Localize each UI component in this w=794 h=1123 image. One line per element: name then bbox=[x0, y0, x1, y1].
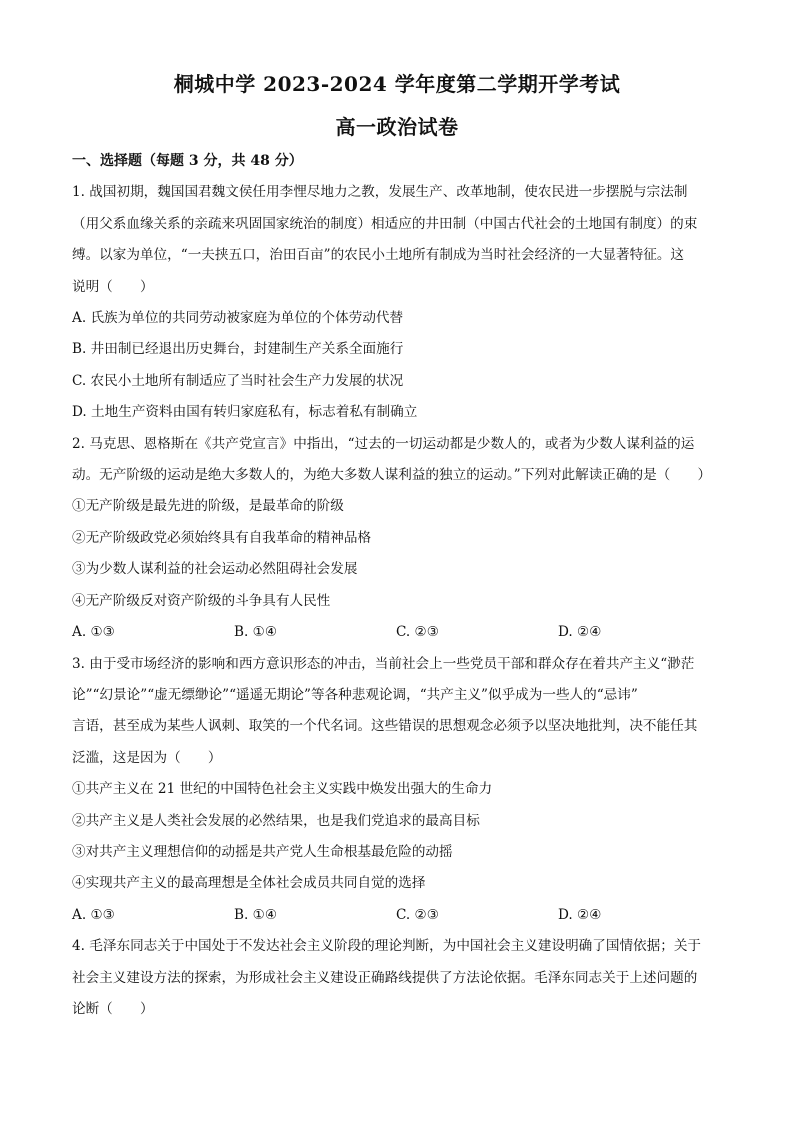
statement-3: ③为少数人谋利益的社会运动必然阻碍社会发展 bbox=[72, 561, 358, 578]
question-stem bbox=[72, 429, 722, 492]
stem-line: 2. 马克思、恩格斯在《共产党宣言》中指出，“过去的一切运动都是少数人的，或者为少数人谋利益的运 bbox=[72, 435, 695, 452]
choice-b: B. ①④ bbox=[234, 624, 278, 641]
question-stem bbox=[72, 177, 722, 303]
choice-c: C. ②③ bbox=[396, 624, 439, 641]
question-stem bbox=[72, 649, 722, 775]
stem-line: 3. 由于受市场经济的影响和西方意识形态的冲击，当前社会上一些党员干部和群众存在着共产主义“渺茫 bbox=[72, 655, 695, 672]
option-b: B. 井田制已经退出历史舞台，封建制生产关系全面施行 bbox=[72, 341, 404, 358]
choice-row bbox=[72, 617, 722, 648]
stem-line: 言语，甚至成为某些人讽刺、取笑的一个代名词。这些错误的思想观念必须予以坚决地批判，决不能任其 bbox=[72, 718, 698, 735]
question-stem bbox=[72, 931, 722, 1025]
question-2 bbox=[72, 429, 722, 649]
choice-row bbox=[72, 900, 722, 931]
stem-line: 缚。以家为单位，“一夫挟五口，治田百亩”的农民小土地所有制成为当时社会经济的一大显著特征。这 bbox=[72, 247, 685, 264]
exam-subtitle: 高一政治试卷 bbox=[335, 115, 459, 139]
statement-3: ③对共产主义理想信仰的动摇是共产党人生命根基最危险的动摇 bbox=[72, 843, 453, 860]
statement-1: ①无产阶级是最先进的阶级，是最革命的阶级 bbox=[72, 498, 344, 515]
choice-b: B. ①④ bbox=[234, 906, 278, 923]
choice-c: C. ②③ bbox=[396, 906, 439, 923]
stem-line: 泛滥，这是因为（ ） bbox=[72, 749, 222, 766]
option-c: C. 农民小土地所有制适应了当时社会生产力发展的状况 bbox=[72, 372, 404, 389]
choice-a: A. ①③ bbox=[72, 624, 115, 641]
section-heading: 一、选择题（每题 3 分，共 48 分） bbox=[72, 153, 303, 169]
question-1 bbox=[72, 177, 722, 428]
stem-line: 动。无产阶级的运动是绝大多数人的，为绝大多数人谋利益的独立的运动。”下列对此解读正确的是（ ） bbox=[72, 467, 712, 484]
exam-content bbox=[72, 146, 722, 1025]
choice-d: D. ②④ bbox=[558, 624, 602, 641]
question-3 bbox=[72, 649, 722, 932]
stem-line: （用父系血缘关系的亲疏来巩固国家统治的制度）相适应的井田制（中国古代社会的土地国有制度）的束 bbox=[72, 215, 698, 232]
statement-4: ④无产阶级反对资产阶级的斗争具有人民性 bbox=[72, 592, 331, 609]
choice-a: A. ①③ bbox=[72, 906, 115, 923]
stem-line: 4. 毛泽东同志关于中国处于不发达社会主义阶段的理论判断，为中国社会主义建设明确了国情依据；关于 bbox=[72, 938, 702, 955]
question-4 bbox=[72, 931, 722, 1025]
exam-title: 桐城中学 2023-2024 学年度第二学期开学考试 bbox=[173, 72, 621, 96]
option-a: A. 氏族为单位的共同劳动被家庭为单位的个体劳动代替 bbox=[72, 310, 404, 327]
stem-line: 社会主义建设方法的探索，为形成社会主义建设正确路线提供了方法论依据。毛泽东同志关于上述问题的 bbox=[72, 969, 698, 986]
stem-line: 论”“幻景论”“虚无缥缈论”“遥遥无期论”等各种悲观论调，“共产主义”似乎成为一些人的“忌讳” bbox=[72, 686, 638, 703]
statement-2: ②无产阶级政党必须始终具有自我革命的精神品格 bbox=[72, 529, 372, 546]
statement-1: ①共产主义在 21 世纪的中国特色社会主义实践中焕发出强大的生命力 bbox=[72, 781, 493, 798]
option-d: D. 土地生产资料由国有转归家庭私有，标志着私有制确立 bbox=[72, 404, 418, 421]
stem-line: 1. 战国初期，魏国国君魏文侯任用李悝尽地力之教，发展生产、改革地制，使农民进一步摆脱与宗法制 bbox=[72, 184, 688, 201]
stem-line: 说明（ ） bbox=[72, 278, 154, 295]
statement-2: ②共产主义是人类社会发展的必然结果，也是我们党追求的最高目标 bbox=[72, 812, 480, 829]
choice-d: D. ②④ bbox=[558, 906, 602, 923]
statement-4: ④实现共产主义的最高理想是全体社会成员共同自觉的选择 bbox=[72, 875, 426, 892]
stem-line: 论断（ ） bbox=[72, 1000, 154, 1017]
